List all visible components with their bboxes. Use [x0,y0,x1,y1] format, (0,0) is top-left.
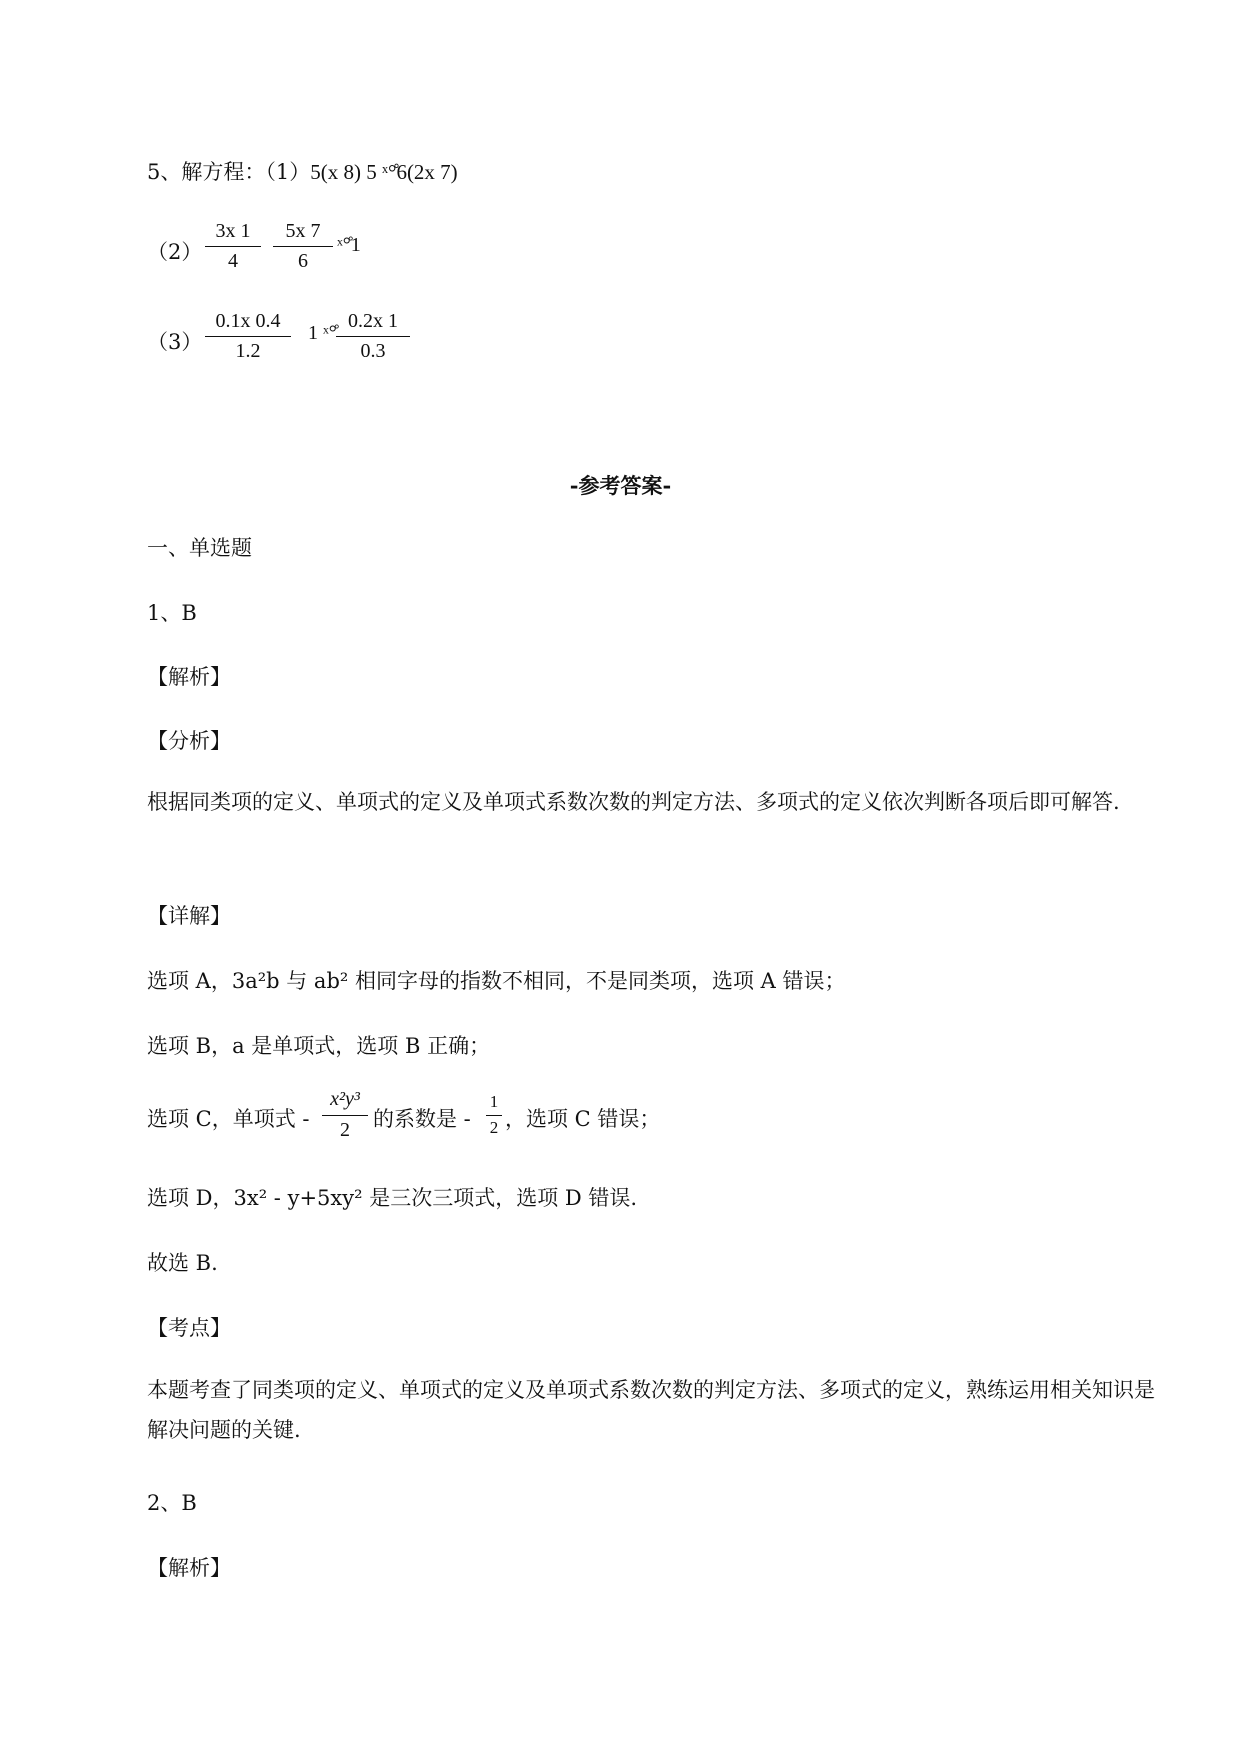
eq3-frac2-numerator: 0.2x 1 [348,310,398,332]
part-3-label: （3） [147,330,203,354]
q1-xiangjie-tag: 【详解】 [147,904,231,928]
q1-option-c-frac-denominator: 2 [340,1119,350,1141]
eq3-frac2-denominator: 0.3 [360,340,386,362]
q1-option-c-mid: 的系数是 - [373,1107,471,1131]
answers-heading: -参考答案- [569,473,672,498]
q1-kaodian-text: 本题考查了同类项的定义、单项式的定义及单项式系数次数的判定方法、多项式的定义，熟练运用相关知识是解决问题的关键. [147,1378,1155,1442]
q1-option-a: 选项 A，3a²b 与 ab² 相同字母的指数不相同，不是同类项，选项 A 错误； [147,969,846,993]
q1-fenxi-tag: 【分析】 [147,729,231,753]
eq2-frac1-numerator: 3x 1 [215,220,251,242]
eq2-rhs: ˣ°̊1 [337,234,361,256]
q1-analysis-text: 根据同类项的定义、单项式的定义及单项式系数次数的判定方法、多项式的定义依次判断各项后即可解答. [147,790,1120,814]
eq2-fraction-1 [205,220,261,276]
part-2-label: （2） [147,240,203,264]
q1-option-c-suffix: ，选项 C 错误； [505,1107,661,1131]
eq3-frac1-denominator: 1.2 [235,340,261,362]
q1-option-c-half [486,1092,502,1144]
q2-number: 2、B [147,1491,197,1515]
section-single-choice: 一、单选题 [147,536,252,560]
eq3-frac1-numerator: 0.1x 0.4 [215,310,281,332]
eq3-fraction-1 [205,310,291,366]
q1-option-c-half-numerator: 1 [489,1092,499,1111]
q1-option-d: 选项 D，3x² - y+5xy² 是三次三项式，选项 D 错误. [147,1186,638,1210]
q1-kaodian-tag: 【考点】 [147,1316,231,1340]
eq2-frac2-denominator: 6 [298,250,308,272]
q1-number: 1、B [147,601,197,625]
q1-conclusion: 故选 B. [147,1251,218,1275]
eq2-frac1-denominator: 4 [228,250,238,272]
eq2-frac2-numerator: 5x 7 [285,220,321,242]
q1-option-c-fraction [322,1088,368,1146]
q1-option-c-frac-numerator: x²y³ [330,1088,360,1110]
q1-option-c-prefix: 选项 C，单项式 - [147,1107,310,1131]
eq2-fraction-2 [273,220,333,276]
problem-5-label: 5、解方程：（1） [147,160,311,184]
q1-option-b: 选项 B，a 是单项式，选项 B 正确； [147,1034,491,1058]
q2-jiexi-tag: 【解析】 [147,1556,231,1580]
problem-5-line-1 [147,156,458,186]
equation-1: 5(x 8) 5 ˣ°̊6(2x 7) [310,160,458,184]
eq3-middle: 1 ˣ°̊ [308,322,337,344]
eq3-fraction-2 [336,310,410,366]
q1-jiexi-tag: 【解析】 [147,665,231,689]
q1-option-c-half-denominator: 2 [489,1118,499,1137]
